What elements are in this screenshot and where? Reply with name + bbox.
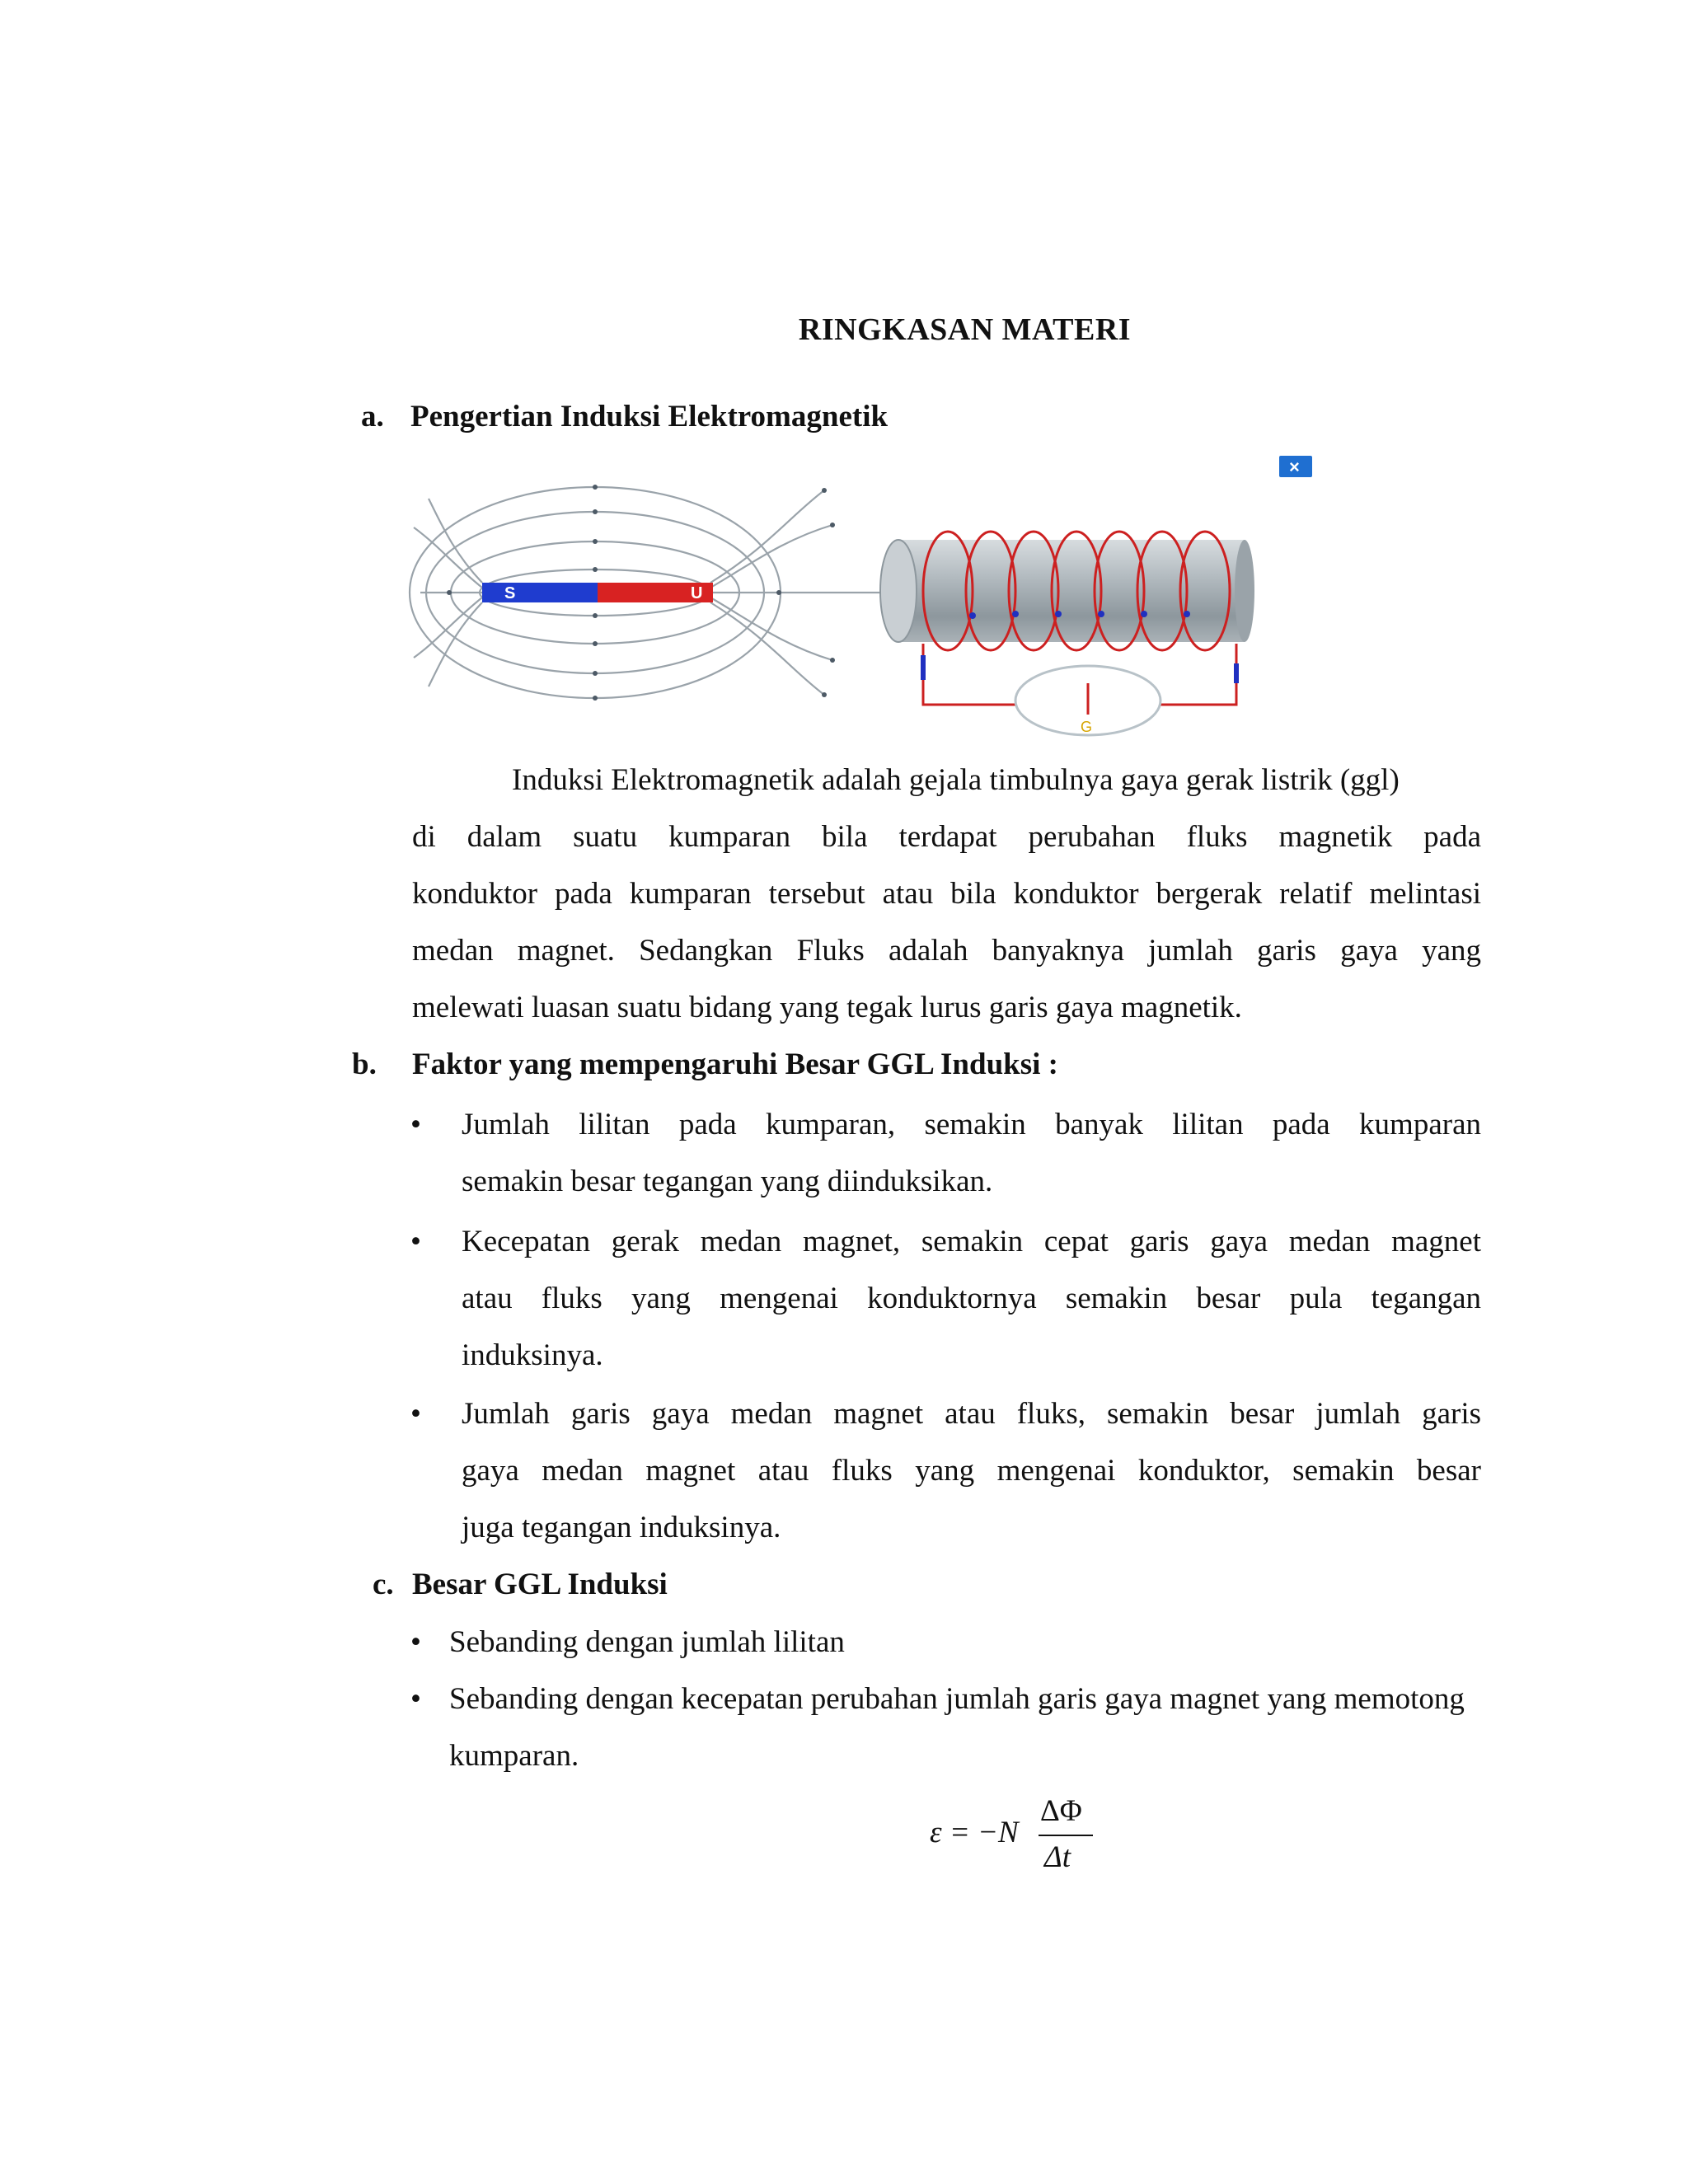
fraction-bar <box>1039 1835 1093 1836</box>
induction-diagram <box>404 449 1327 746</box>
close-icon <box>1279 456 1312 477</box>
section-b-marker: b. <box>352 1047 377 1081</box>
ggl-equation <box>915 1788 1104 1879</box>
list-item-line: Kecepatan gerak medan magnet, semakin cepat garis gaya medan magnet <box>462 1225 1481 1258</box>
list-item-line: Jumlah garis gaya medan magnet atau fluks, semakin besar jumlah garis <box>462 1397 1481 1431</box>
paragraph-line: Induksi Elektromagnetik adalah gejala timbulnya gaya gerak listrik (ggl) <box>512 763 1400 797</box>
induction-figure <box>404 449 1327 746</box>
paragraph-line: melewati luasan suatu bidang yang tegak lurus garis gaya magnetik. <box>412 991 1242 1024</box>
paragraph-line: konduktor pada kumparan tersebut atau bila konduktor bergerak relatif melintasi <box>412 877 1481 911</box>
bullet-symbol: • <box>410 1682 421 1716</box>
paragraph-line: di dalam suatu kumparan bila terdapat perubahan fluks magnetik pada <box>412 820 1481 854</box>
section-c-heading: Besar GGL Induksi <box>412 1568 668 1601</box>
galvanometer-label: G <box>1081 719 1093 735</box>
page-title: RINGKASAN MATERI <box>798 312 1132 347</box>
bullet-symbol: • <box>410 1108 421 1141</box>
paragraph-line: medan magnet. Sedangkan Fluks adalah banyaknya jumlah garis gaya yang <box>412 934 1481 968</box>
solenoid-coil-icon <box>880 532 1254 650</box>
galvanometer-icon <box>1015 666 1160 735</box>
bar-magnet-icon <box>482 583 713 602</box>
list-item-line: induksinya. <box>462 1338 603 1372</box>
section-a-heading: Pengertian Induksi Elektromagnetik <box>410 400 889 434</box>
bullet-symbol: • <box>410 1225 421 1258</box>
list-item-line: atau fluks yang mengenai konduktornya semakin besar pula tegangan <box>462 1282 1481 1315</box>
section-c-marker: c. <box>373 1568 394 1601</box>
list-item-line: Sebanding dengan kecepatan perubahan jumlah garis gaya magnet yang memotong <box>449 1682 1465 1716</box>
list-item-line: juga tegangan induksinya. <box>462 1511 781 1544</box>
section-b-heading: Faktor yang mempengaruhi Besar GGL Induksi : <box>412 1047 1058 1081</box>
list-item-line: semakin besar tegangan yang diinduksikan. <box>462 1165 993 1198</box>
section-a-marker: a. <box>361 400 384 434</box>
list-item-line: Jumlah lilitan pada kumparan, semakin banyak lilitan pada kumparan <box>462 1108 1481 1141</box>
list-item-line: kumparan. <box>449 1739 579 1773</box>
equation-denominator: Δt <box>1044 1840 1071 1874</box>
equation-lhs: ε = −N <box>930 1816 1019 1849</box>
magnet-north-label: U <box>691 584 703 602</box>
equation-numerator: ΔΦ <box>1040 1794 1082 1828</box>
bullet-symbol: • <box>410 1397 421 1431</box>
list-item-line: Sebanding dengan jumlah lilitan <box>449 1625 845 1659</box>
list-item-line: gaya medan magnet atau fluks yang mengenai konduktor, semakin besar <box>462 1454 1481 1488</box>
close-badge-label: × <box>1289 457 1300 477</box>
magnet-south-label: S <box>504 584 516 602</box>
bullet-symbol: • <box>410 1625 421 1659</box>
